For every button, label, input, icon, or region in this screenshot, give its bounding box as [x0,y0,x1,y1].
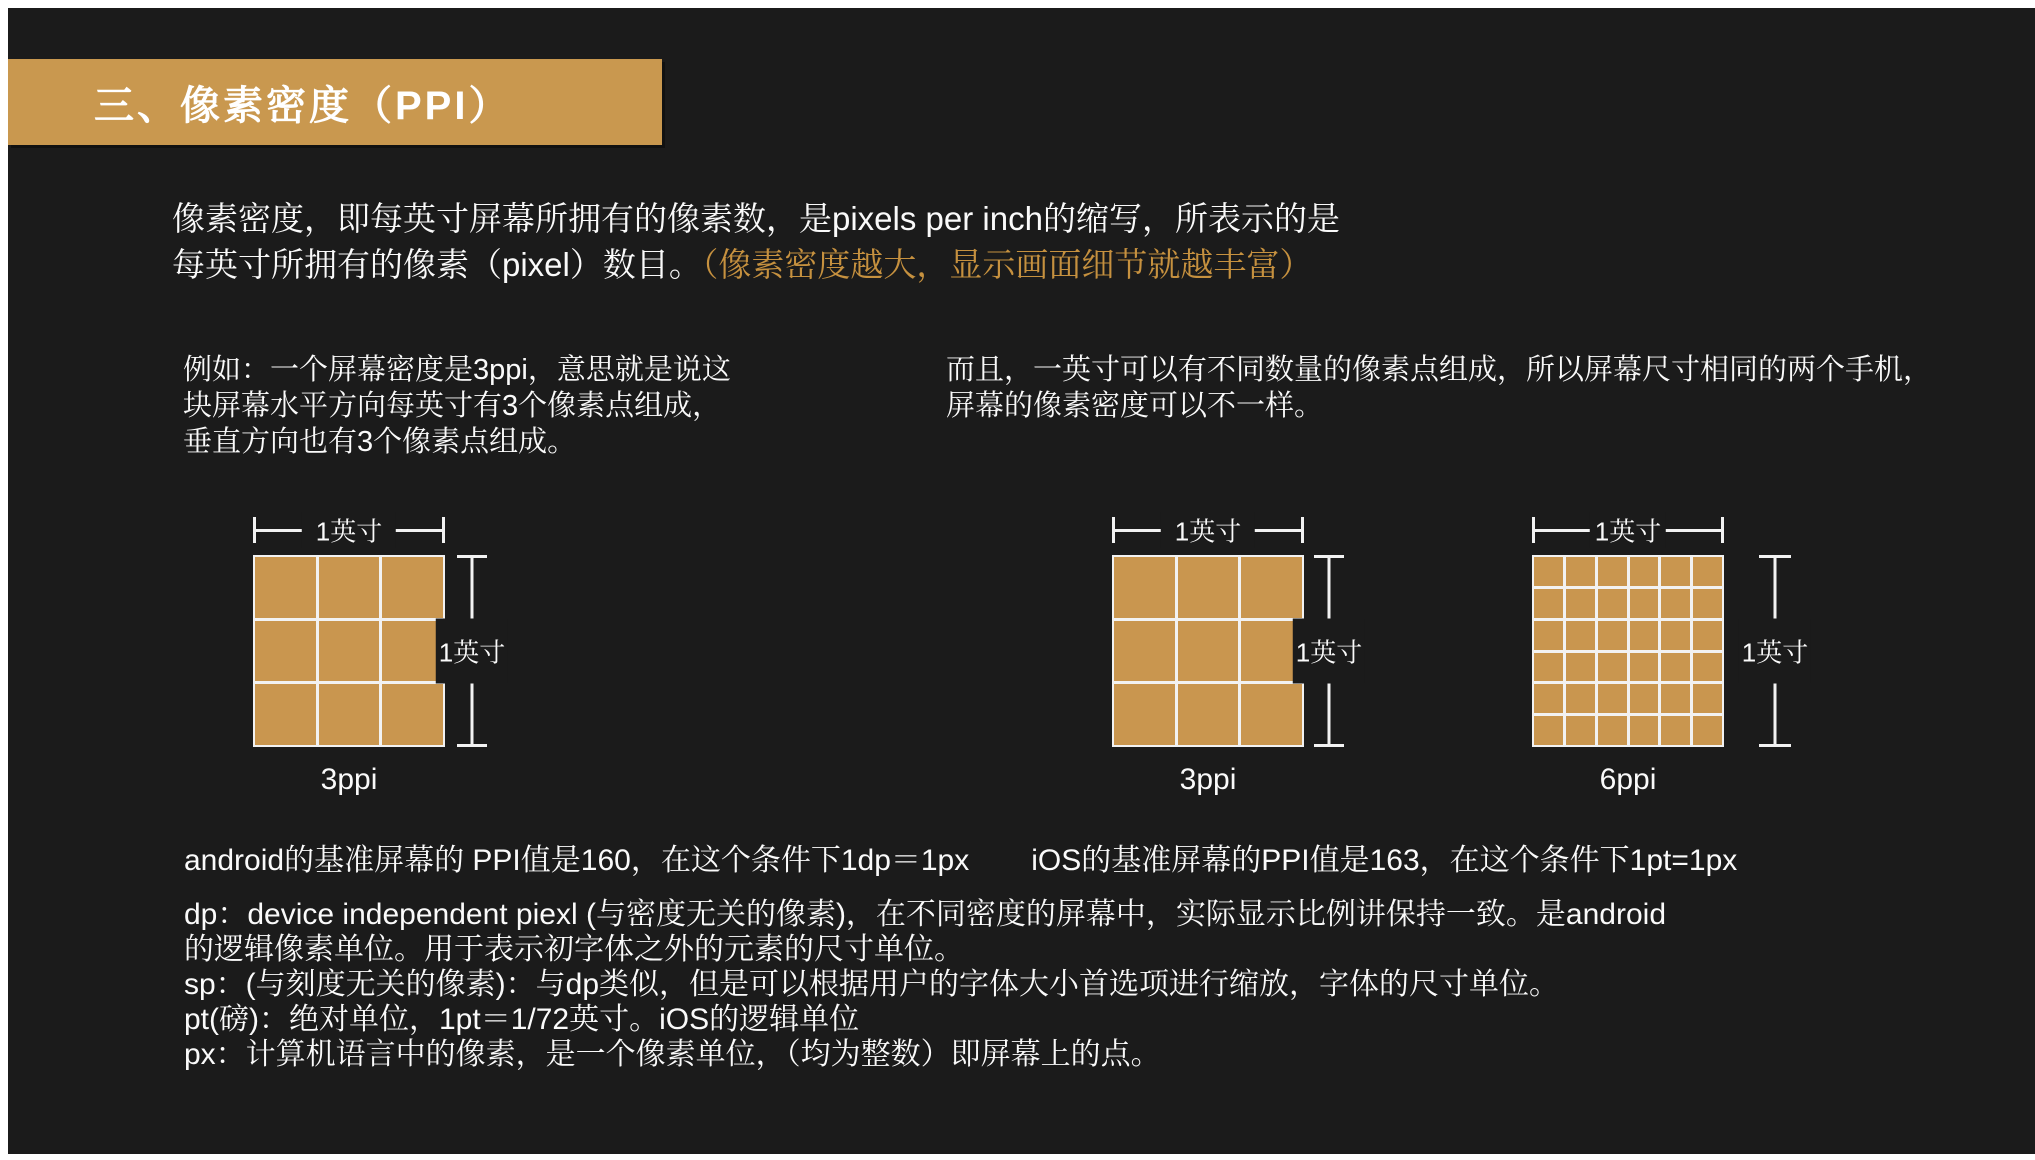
pixel-cell [1630,716,1659,745]
ppi-diagram-6ppi [1532,517,1872,812]
ppi-value-label: 3ppi [320,763,378,796]
pixel-cell [1241,557,1302,618]
pixel-cell [1534,653,1563,682]
pixel-cell [1241,684,1302,745]
width-dimension-label: 1英寸 [302,512,396,549]
pixel-cell [1178,621,1239,682]
definition-dp-line-1: dp：device independent piexl (与密度无关的像素)，在不同密度的屏幕中，实际显示比例讲保持一致。是android [184,898,1667,931]
pixel-cell [1661,653,1690,682]
pixel-cell [1630,557,1659,586]
pixel-cell [1534,621,1563,650]
intro-line-2-white: 每英寸所拥有的像素（pixel）数目。 [172,246,702,283]
unit-definitions [184,897,1666,1072]
slide-panel [8,8,2035,1154]
pixel-cell [1114,684,1175,745]
height-dimension-label: 1英寸 [1739,619,1811,684]
pixel-cell [382,557,443,618]
height-dimension-line [1295,555,1363,747]
android-baseline-statement: android的基准屏幕的 PPI值是160，在这个条件下1dp＝1px [184,844,970,877]
ppi-diagram-3ppi-left [253,517,593,812]
dimension-cap [1759,744,1791,747]
page-title: 三、像素密度（PPI） [94,83,512,128]
pixel-cell [1534,684,1563,713]
pixel-cell [1630,684,1659,713]
pixel-cell [319,684,380,745]
pixel-cell [1566,557,1595,586]
width-dimension-label: 1英寸 [1161,512,1255,549]
pixel-cell [1661,621,1690,650]
pixel-cell [1693,653,1722,682]
pixel-cell [1598,621,1627,650]
example-left-line-3: 垂直方向也有3个像素点组成。 [183,426,577,458]
pixel-cell [1114,557,1175,618]
example-right-line-1: 而且，一英寸可以有不同数量的像素点组成，所以屏幕尺寸相同的两个手机， [946,354,1933,386]
definition-dp-line-2: 的逻辑像素单位。用于表示初字体之外的元素的尺寸单位。 [184,933,964,966]
width-dimension-line [1532,516,1724,547]
dimension-cap [457,744,487,747]
height-dimension-line [438,555,506,747]
width-dimension-line [253,516,445,547]
pixel-cell [255,557,316,618]
pixel-cell [1566,716,1595,745]
height-dimension-label: 1英寸 [1293,619,1365,684]
pixel-cell [1534,557,1563,586]
baseline-ppi-statements [184,835,1737,879]
pixel-cell [1661,557,1690,586]
dimension-tick [1301,517,1304,543]
height-dimension-line [1741,555,1809,747]
dimension-tick [1721,517,1724,543]
pixel-cell [319,621,380,682]
pixel-cell [1566,684,1595,713]
intro-line-2-accent: （像素密度越大，显示画面细节就越丰富） [701,246,1313,283]
pixel-cell [1630,621,1659,650]
pixel-cell [1693,557,1722,586]
pixel-cell [319,557,380,618]
intro-line-2 [172,242,1340,288]
pixel-cell [1630,589,1659,618]
pixel-cell [1661,684,1690,713]
pixel-cell [1566,589,1595,618]
pixel-cell [1178,557,1239,618]
title-banner [8,59,662,145]
intro-line-1: 像素密度，即每英寸屏幕所拥有的像素数，是pixels per inch的缩写，所表示的是 [172,200,1340,237]
pixel-cell [1534,716,1563,745]
definition-pt: pt(磅)：绝对单位，1pt＝1/72英寸。iOS的逻辑单位 [184,1003,860,1036]
width-dimension-label: 1英寸 [1590,512,1666,549]
pixel-cell [382,621,443,682]
pixel-cell [1598,557,1627,586]
pixel-grid-3x3 [253,555,445,747]
pixel-cell [255,684,316,745]
example-left-paragraph [183,352,731,460]
pixel-cell [1598,716,1627,745]
intro-paragraph [172,196,1340,288]
ios-baseline-statement: iOS的基准屏幕的PPI值是163，在这个条件下1pt=1px [1031,844,1738,877]
pixel-grid-3x3 [1112,555,1304,747]
pixel-cell [1693,684,1722,713]
example-left-line-1: 例如：一个屏幕密度是3ppi，意思就是说这 [183,354,731,386]
pixel-cell [1661,716,1690,745]
ppi-value-label: 3ppi [1179,763,1237,796]
pixel-cell [255,621,316,682]
pixel-cell [1693,716,1722,745]
pixel-cell [1598,653,1627,682]
example-left-line-2: 块屏幕水平方向每英寸有3个像素点组成， [183,390,722,422]
dimension-tick [442,517,445,543]
ppi-diagram-3ppi-right [1112,517,1452,812]
pixel-cell [1534,589,1563,618]
pixel-grid-6x6 [1532,555,1724,747]
pixel-cell [1114,621,1175,682]
pixel-cell [1598,589,1627,618]
definition-sp: sp：(与刻度无关的像素)：与dp类似，但是可以根据用户的字体大小首选项进行缩放，字体的尺寸单位。 [184,968,1560,1001]
pixel-cell [1566,653,1595,682]
pixel-cell [1693,589,1722,618]
example-right-paragraph [946,352,1932,424]
ppi-value-label: 6ppi [1599,763,1657,796]
pixel-cell [1630,653,1659,682]
pixel-cell [1598,684,1627,713]
example-right-line-2: 屏幕的像素密度可以不一样。 [946,390,1324,422]
pixel-cell [1693,621,1722,650]
dimension-cap [1314,744,1344,747]
pixel-cell [1566,621,1595,650]
pixel-cell [1178,684,1239,745]
pixel-cell [1661,589,1690,618]
height-dimension-label: 1英寸 [436,619,508,684]
pixel-cell [382,684,443,745]
width-dimension-line [1112,516,1304,547]
definition-px: px：计算机语言中的像素，是一个像素单位，（均为整数）即屏幕上的点。 [184,1038,1161,1071]
